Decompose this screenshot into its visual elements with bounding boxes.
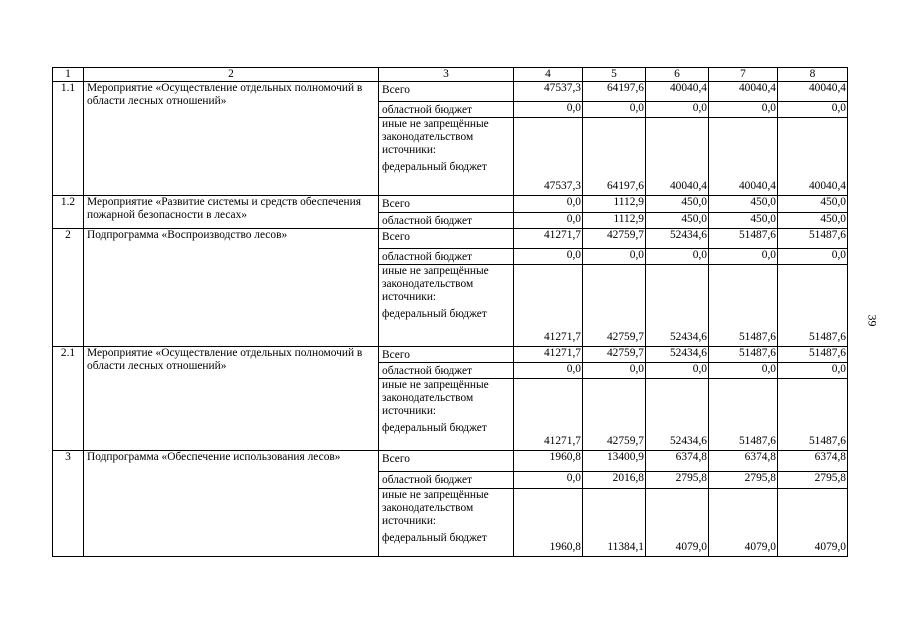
budget-value: 51487,6 bbox=[709, 265, 778, 347]
budget-value: 52434,6 bbox=[646, 347, 709, 363]
funding-source: областной бюджет bbox=[379, 213, 514, 229]
budget-value: 0,0 bbox=[583, 363, 646, 379]
funding-source-line: законодательством bbox=[382, 392, 474, 404]
budget-value: 51487,6 bbox=[709, 347, 778, 363]
budget-value: 4079,0 bbox=[646, 489, 709, 557]
budget-value: 11384,1 bbox=[583, 489, 646, 557]
budget-value: 4079,0 bbox=[709, 489, 778, 557]
budget-value: 1112,9 bbox=[583, 196, 646, 213]
row-number: 3 bbox=[53, 451, 84, 557]
program-name: Мероприятие «Развитие системы и средств обеспечения пожарной безопасности в лесах» bbox=[84, 196, 379, 229]
budget-value: 0,0 bbox=[778, 102, 848, 118]
program-name: Подпрограмма «Обеспечение использования лесов» bbox=[84, 451, 379, 557]
budget-value: 51487,6 bbox=[778, 347, 848, 363]
program-name: Мероприятие «Осуществление отдельных полномочий в области лесных отношений» bbox=[84, 82, 379, 196]
budget-value: 40040,4 bbox=[646, 118, 709, 196]
budget-value: 0,0 bbox=[514, 363, 583, 379]
budget-value: 0,0 bbox=[583, 249, 646, 265]
funding-source-line: источники: bbox=[382, 515, 437, 527]
header-row bbox=[53, 68, 848, 82]
budget-value: 450,0 bbox=[709, 213, 778, 229]
budget-value: 2795,8 bbox=[709, 472, 778, 489]
funding-source-line: источники: bbox=[382, 144, 437, 156]
budget-value: 0,0 bbox=[583, 102, 646, 118]
funding-source-line: иные не запрещённые bbox=[382, 379, 489, 391]
funding-source: Всего bbox=[379, 347, 514, 363]
funding-source-line: законодательством bbox=[382, 278, 474, 290]
budget-value: 64197,6 bbox=[583, 82, 646, 102]
funding-source: областной бюджет bbox=[379, 249, 514, 265]
funding-source bbox=[379, 489, 514, 557]
funding-source-line: источники: bbox=[382, 291, 437, 303]
funding-source-line: федеральный бюджет bbox=[382, 308, 487, 320]
budget-value: 6374,8 bbox=[646, 451, 709, 472]
budget-value: 0,0 bbox=[514, 249, 583, 265]
row-number: 1.2 bbox=[53, 196, 84, 229]
budget-table-container bbox=[52, 67, 847, 557]
funding-source-line: законодательством bbox=[382, 131, 474, 143]
budget-value: 450,0 bbox=[778, 196, 848, 213]
budget-value: 64197,6 bbox=[583, 118, 646, 196]
row-number: 2.1 bbox=[53, 347, 84, 451]
budget-value: 40040,4 bbox=[778, 118, 848, 196]
funding-source-line: источники: bbox=[382, 405, 437, 417]
budget-value: 40040,4 bbox=[709, 118, 778, 196]
budget-value: 0,0 bbox=[709, 363, 778, 379]
column-header: 1 bbox=[53, 68, 84, 82]
budget-value: 41271,7 bbox=[514, 265, 583, 347]
funding-source bbox=[379, 118, 514, 196]
budget-value: 2795,8 bbox=[778, 472, 848, 489]
column-header: 3 bbox=[379, 68, 514, 82]
budget-value: 0,0 bbox=[778, 249, 848, 265]
budget-value: 2016,8 bbox=[583, 472, 646, 489]
budget-value: 42759,7 bbox=[583, 265, 646, 347]
funding-source bbox=[379, 265, 514, 347]
budget-value: 450,0 bbox=[709, 196, 778, 213]
budget-value: 450,0 bbox=[778, 213, 848, 229]
row-number: 1.1 bbox=[53, 82, 84, 196]
table-row bbox=[53, 451, 848, 472]
budget-value: 0,0 bbox=[514, 196, 583, 213]
budget-value: 0,0 bbox=[709, 249, 778, 265]
funding-source: областной бюджет bbox=[379, 102, 514, 118]
column-header: 8 bbox=[778, 68, 848, 82]
budget-value: 450,0 bbox=[646, 196, 709, 213]
budget-value: 47537,3 bbox=[514, 82, 583, 102]
page-number: 39 bbox=[865, 314, 880, 327]
budget-value: 1112,9 bbox=[583, 213, 646, 229]
funding-source-line: федеральный бюджет bbox=[382, 532, 487, 544]
table-row bbox=[53, 347, 848, 363]
funding-source-line: иные не запрещённые bbox=[382, 118, 489, 130]
funding-source-line: федеральный бюджет bbox=[382, 422, 487, 434]
program-name: Подпрограмма «Воспроизводство лесов» bbox=[84, 229, 379, 347]
budget-value: 0,0 bbox=[646, 249, 709, 265]
budget-value: 40040,4 bbox=[778, 82, 848, 102]
budget-value: 41271,7 bbox=[514, 379, 583, 451]
column-header: 7 bbox=[709, 68, 778, 82]
funding-source-line: законодательством bbox=[382, 502, 474, 514]
budget-value: 0,0 bbox=[514, 472, 583, 489]
budget-value: 51487,6 bbox=[709, 229, 778, 249]
program-name: Мероприятие «Осуществление отдельных полномочий в области лесных отношений» bbox=[84, 347, 379, 451]
budget-value: 51487,6 bbox=[778, 379, 848, 451]
budget-value: 42759,7 bbox=[583, 379, 646, 451]
budget-value: 40040,4 bbox=[646, 82, 709, 102]
budget-value: 52434,6 bbox=[646, 265, 709, 347]
budget-value: 0,0 bbox=[709, 102, 778, 118]
funding-source: областной бюджет bbox=[379, 472, 514, 489]
budget-value: 41271,7 bbox=[514, 229, 583, 249]
budget-value: 4079,0 bbox=[778, 489, 848, 557]
budget-value: 0,0 bbox=[514, 102, 583, 118]
budget-value: 0,0 bbox=[646, 363, 709, 379]
funding-source bbox=[379, 379, 514, 451]
column-header: 4 bbox=[514, 68, 583, 82]
budget-value: 52434,6 bbox=[646, 229, 709, 249]
funding-source: Всего bbox=[379, 451, 514, 472]
budget-value: 41271,7 bbox=[514, 347, 583, 363]
budget-value: 51487,6 bbox=[778, 229, 848, 249]
budget-value: 1960,8 bbox=[514, 451, 583, 472]
budget-value: 42759,7 bbox=[583, 347, 646, 363]
column-header: 2 bbox=[84, 68, 379, 82]
table-row bbox=[53, 82, 848, 102]
budget-value: 450,0 bbox=[646, 213, 709, 229]
budget-value: 52434,6 bbox=[646, 379, 709, 451]
table-row bbox=[53, 196, 848, 213]
budget-value: 47537,3 bbox=[514, 118, 583, 196]
funding-source: Всего bbox=[379, 196, 514, 213]
budget-value: 1960,8 bbox=[514, 489, 583, 557]
budget-value: 0,0 bbox=[778, 363, 848, 379]
budget-value: 51487,6 bbox=[778, 265, 848, 347]
column-header: 6 bbox=[646, 68, 709, 82]
funding-source-line: иные не запрещённые bbox=[382, 489, 489, 501]
table-row bbox=[53, 229, 848, 249]
column-header: 5 bbox=[583, 68, 646, 82]
budget-value: 0,0 bbox=[646, 102, 709, 118]
budget-value: 42759,7 bbox=[583, 229, 646, 249]
funding-source-line: федеральный бюджет bbox=[382, 161, 487, 173]
budget-table bbox=[52, 67, 848, 557]
funding-source: областной бюджет bbox=[379, 363, 514, 379]
funding-source-line: иные не запрещённые bbox=[382, 265, 489, 277]
funding-source: Всего bbox=[379, 229, 514, 249]
budget-value: 13400,9 bbox=[583, 451, 646, 472]
budget-value: 51487,6 bbox=[709, 379, 778, 451]
budget-value: 0,0 bbox=[514, 213, 583, 229]
funding-source: Всего bbox=[379, 82, 514, 102]
budget-value: 2795,8 bbox=[646, 472, 709, 489]
budget-value: 6374,8 bbox=[778, 451, 848, 472]
budget-value: 6374,8 bbox=[709, 451, 778, 472]
budget-value: 40040,4 bbox=[709, 82, 778, 102]
row-number: 2 bbox=[53, 229, 84, 347]
